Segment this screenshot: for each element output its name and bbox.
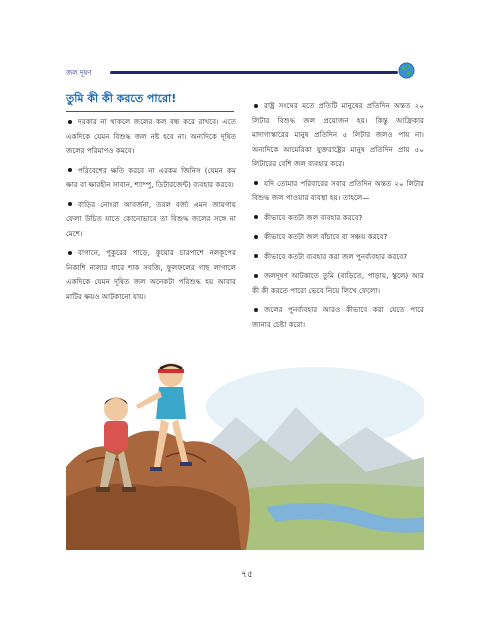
paragraph-text: পরিবেশের ক্ষতি করবে না এরকম জিনিস (যেমন কম ক্ষার বা ক্ষারহীন সাবান, শ্যাম্পু, ডিটারজেন্ট) ব্যবহার করবে।: [66, 165, 236, 189]
bullet-dot-icon: [254, 215, 258, 219]
running-head: জল দূষণ: [66, 69, 92, 77]
bullet-paragraph: [66, 198, 236, 242]
bullet-paragraph: [66, 246, 236, 304]
paragraph-text: কীভাবে কতটা ব্যবহার করা জল পুনর্ব্যবহার করবে?: [264, 251, 408, 261]
bullet-dot-icon: [254, 181, 258, 185]
paragraph-text: জলদূষণ আটকাতে তুমি (বাড়িতে, পাড়ায়, স্কুলে) আর কী কী করতে পারো ভেবে নিয়ে লিখে ফেলো।: [252, 271, 424, 295]
bullet-dot-icon: [68, 251, 72, 255]
bullet-paragraph: [252, 211, 424, 226]
paragraph-text: দরকার না থাকলে জলের কল বন্ধ করে রাখবে। এতে একদিকে যেমন বিশুদ্ধ জল নষ্ট হবে না। অন্যদিকে দূষিত জলের পরিমাণও কমবে।: [66, 117, 236, 155]
globe-icon: [398, 62, 415, 79]
section-title-underline: [66, 111, 234, 112]
left-column: [66, 115, 236, 309]
paragraph-text: জলের পুনর্ব্যবহার আরও কীভাবে করা যেতে পারে জানার চেষ্টা করো।: [252, 305, 424, 329]
bullet-dot-icon: [254, 254, 258, 258]
right-column: [252, 99, 424, 337]
bullet-paragraph: [66, 115, 236, 159]
bullet-paragraph: [252, 269, 424, 298]
header-rule: [110, 71, 398, 74]
bullet-paragraph: [66, 164, 236, 193]
bullet-dot-icon: [68, 168, 72, 172]
paragraph-text: বাগানে, পুকুরের পাড়ে, কুয়োর চারপাশে নলকূপের নিকাশি নালার ধারে শাক সবজি, ফুলফলের গাছ লাগালে একদিকে যেমন দূষিত জল অনেকটা পরিশুদ্ধ হয় আবার মাটির ক্ষয়ও আটকানো যায়।: [66, 248, 236, 301]
section-title: তুমি কী কী করতে পারো!: [66, 92, 177, 105]
bullet-paragraph: [252, 177, 424, 206]
bullet-paragraph: [252, 99, 424, 172]
bullet-dot-icon: [254, 104, 258, 108]
bullet-dot-icon: [254, 274, 258, 278]
bullet-dot-icon: [254, 308, 258, 312]
children-landscape-illustration: [66, 347, 424, 550]
bullet-paragraph: [252, 250, 424, 265]
page-number: ৭৫: [241, 570, 253, 580]
paragraph-text: কীভাবে কতটা জল ব্যবহার করবে?: [264, 212, 363, 222]
bullet-paragraph: [252, 303, 424, 332]
bullet-dot-icon: [254, 235, 258, 239]
bullet-dot-icon: [68, 202, 72, 206]
paragraph-text: কীভাবে কতটা জল বাঁচাবে বা সঞ্চয় করবে?: [264, 232, 388, 241]
paragraph-text: বাড়ির নোংরা আবর্জনা, তরল বর্জ্য এমন জায়গায় ফেলা উচিত যাতে কোনোভাবে তা বিশুদ্ধ জলের সঙ্গে না মেশে।: [66, 199, 236, 238]
bullet-dot-icon: [68, 120, 72, 124]
paragraph-text: যদি তোমার পরিবারের সবার প্রতিদিন অন্তত ২০ লিটার বিশুদ্ধ জল পাওয়ার ব্যবস্থা হয়। তাহলে—: [252, 178, 424, 202]
bullet-paragraph: [252, 230, 424, 245]
paragraph-text: রাষ্ট্র সংঘের মতে প্রতিটি মানুষের প্রতিদিন অন্তত ২০ লিটার বিশুদ্ধ জল প্রয়োজন হয়। কিন্তু আফ্রিকার মাদাগাস্কারের মানুষ প্রতিদিন ৫ লিটার জলও পায় না। অন্যদিকে আমেরিকা যুক্তরাষ্ট্রের মানুষ প্রতিদিন প্রায় ৫০ লিটারের বেশি জল ব্যবহার করে।: [252, 101, 424, 168]
